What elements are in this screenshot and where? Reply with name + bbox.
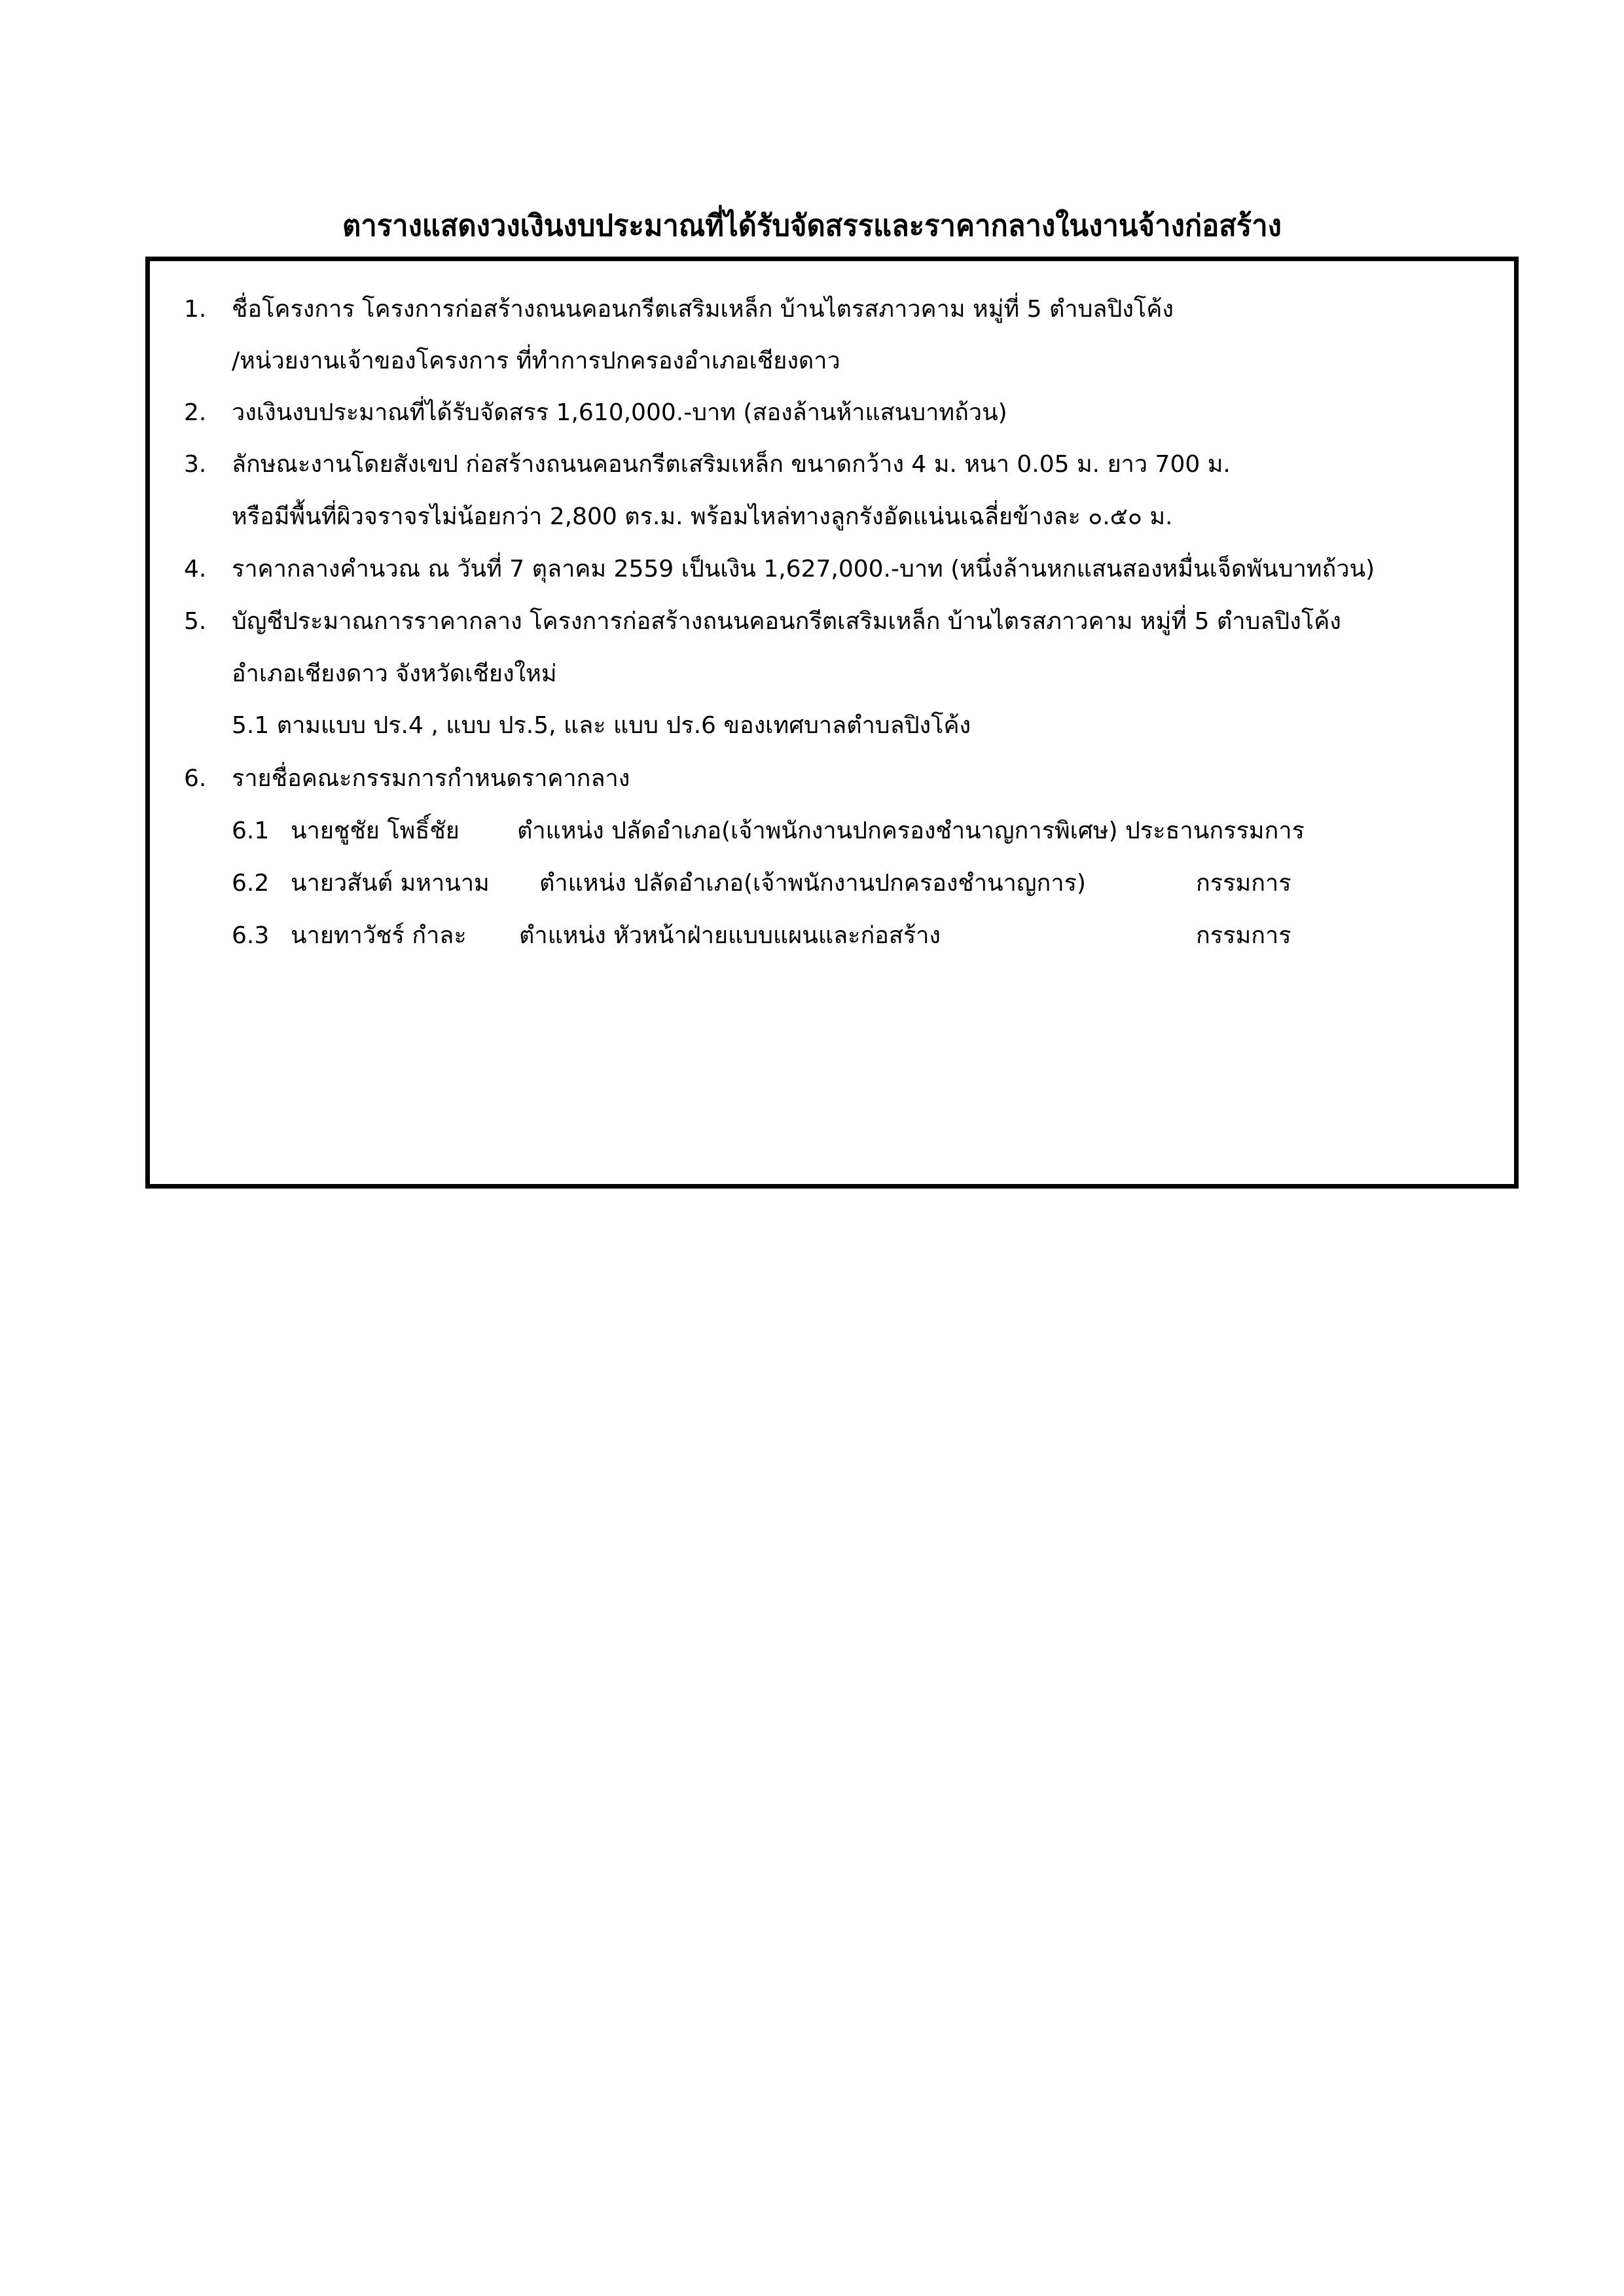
committee-1-number: 6.1	[232, 817, 270, 844]
committee-3-number: 6.3	[232, 922, 270, 949]
item-4-number: 4.	[184, 556, 207, 583]
item-3-number: 3.	[184, 451, 207, 478]
document-title: ตารางแสดงวงเงินงบประมาณที่ได้รับจัดสรรและราคากลางในงานจ้างก่อสร้าง	[342, 208, 1282, 243]
item-2-line-1: วงเงินงบประมาณที่ได้รับจัดสรร 1,610,000.-บาท (สองล้านห้าแสนบาทถ้วน)	[232, 399, 1007, 426]
committee-2-position: ตำแหน่ง ปลัดอำเภอ(เจ้าพนักงานปกครองชำนาญการ)	[539, 870, 1086, 897]
item-5-line-1: บัญชีประมาณการราคากลาง โครงการก่อสร้างถนนคอนกรีตเสริมเหล็ก บ้านไตรสภาวคาม หมู่ที่ 5 ตำบลปิงโค้ง	[232, 608, 1341, 635]
committee-3-name: นายทาวัชร์ กำละ	[291, 922, 467, 949]
item-4-line-1: ราคากลางคำนวณ ณ วันที่ 7 ตุลาคม 2559 เป็นเงิน 1,627,000.-บาท (หนึ่งล้านหกแสนสองหมื่นเจ็ดพันบาทถ้วน)	[232, 556, 1375, 583]
item-5-line-2: อำเภอเชียงดาว จังหวัดเชียงใหม่	[232, 660, 557, 687]
item-6-number: 6.	[184, 765, 207, 792]
item-5-number: 5.	[184, 608, 207, 635]
item-2-number: 2.	[184, 399, 207, 426]
committee-2-number: 6.2	[232, 870, 270, 897]
item-5-1-line: 5.1 ตามแบบ ปร.4 , แบบ ปร.5, และ แบบ ปร.6 ของเทศบาลตำบลปิงโค้ง	[232, 712, 971, 739]
item-3-line-1: ลักษณะงานโดยสังเขป ก่อสร้างถนนคอนกรีตเสริมเหล็ก ขนาดกว้าง 4 ม. หนา 0.05 ม. ยาว 700 ม.	[232, 451, 1231, 478]
item-1-line-2: /หน่วยงานเจ้าของโครงการ ที่ทำการปกครองอำเภอเชียงดาว	[232, 348, 840, 374]
committee-2-name: นายวสันต์ มหานาม	[291, 870, 490, 897]
item-1-line-1: ชื่อโครงการ โครงการก่อสร้างถนนคอนกรีตเสริมเหล็ก บ้านไตรสภาวคาม หมู่ที่ 5 ตำบลปิงโค้ง	[232, 296, 1174, 323]
committee-2-role: กรรมการ	[1196, 870, 1291, 897]
item-1-number: 1.	[184, 296, 207, 323]
committee-3-role: กรรมการ	[1196, 922, 1291, 949]
committee-1-name: นายชูชัย โพธิ์ชัย	[291, 817, 460, 844]
committee-3-position: ตำแหน่ง หัวหน้าฝ่ายแบบแผนและก่อสร้าง	[519, 922, 941, 949]
item-6-line-1: รายชื่อคณะกรรมการกำหนดราคากลาง	[232, 765, 630, 792]
committee-1-position: ตำแหน่ง ปลัดอำเภอ(เจ้าพนักงานปกครองชำนาญการพิเศษ) ประธานกรรมการ	[517, 817, 1305, 844]
item-3-line-2: หรือมีพื้นที่ผิวจราจรไม่น้อยกว่า 2,800 ตร.ม. พร้อมไหล่ทางลูกรังอัดแน่นเฉลี่ยข้างละ ๐.๕๐ ม.	[232, 503, 1173, 530]
